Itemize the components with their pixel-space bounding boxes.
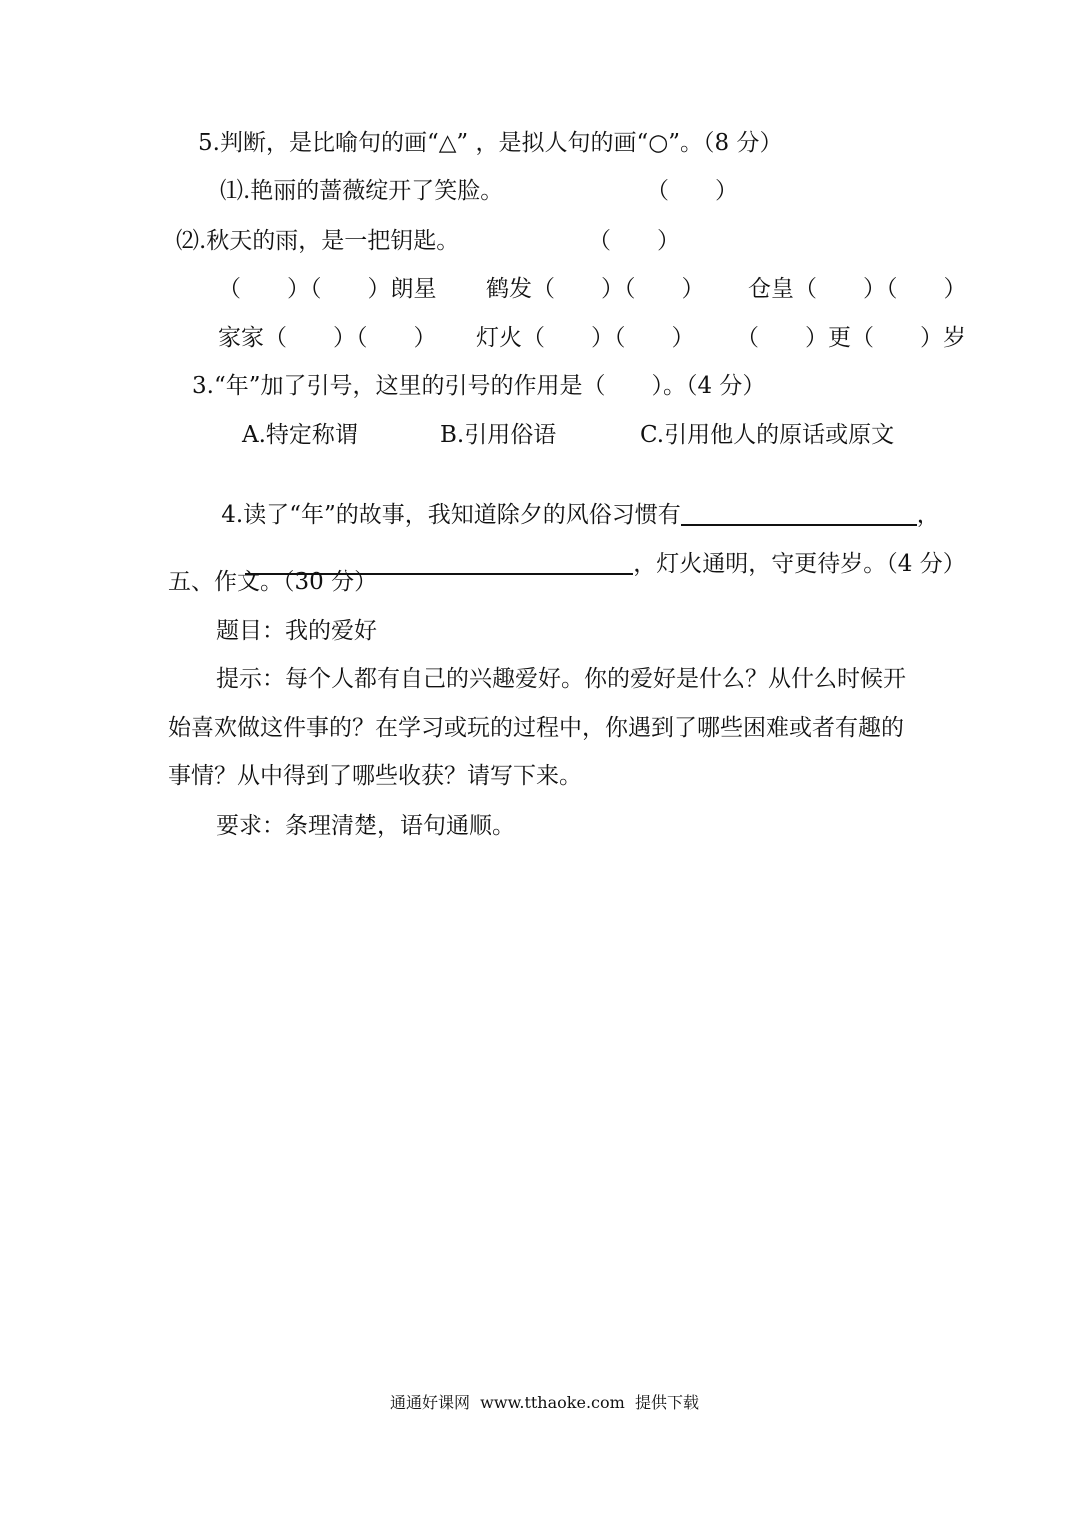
idiom-fill-3[interactable]: 仓皇（ ）（ ） bbox=[748, 276, 967, 302]
q5-item-1: ⑴.艳丽的蔷薇绽开了笑脸。 bbox=[220, 178, 504, 204]
q4-suffix: ，灯火通明，守更待岁。（4 分） bbox=[633, 551, 966, 577]
idiom-fill-2[interactable]: 鹤发（ ）（ ） bbox=[486, 276, 705, 302]
q3-option-b[interactable]: B.引用俗语 bbox=[440, 422, 557, 448]
q3-option-a[interactable]: A.特定称谓 bbox=[242, 422, 358, 448]
composition-topic: 题目：我的爱好 bbox=[216, 618, 377, 644]
page-footer: 通通好课网 www.tthaoke.com 提供下载 bbox=[390, 1393, 699, 1412]
q5-title: 5.判断，是比喻句的画“△” ，是拟人句的画“○”。（8 分） bbox=[198, 130, 783, 156]
composition-requirement: 要求：条理清楚，语句通顺。 bbox=[216, 813, 515, 839]
composition-hint-line-2: 始喜欢做这件事的？在学习或玩的过程中，你遇到了哪些困难或者有趣的 bbox=[168, 715, 904, 741]
idiom-fill-6[interactable]: （ ）更（ ）岁 bbox=[736, 325, 966, 351]
q5-item-1-answer-bracket[interactable]: （ ） bbox=[646, 178, 738, 204]
q5-item-2: ⑵.秋天的雨，是一把钥匙。 bbox=[176, 228, 460, 254]
q3-title: 3.“年”加了引号，这里的引号的作用是（ ）。（4 分） bbox=[192, 373, 766, 399]
composition-hint-line-3: 事情？从中得到了哪些收获？请写下来。 bbox=[168, 763, 582, 789]
idiom-fill-4[interactable]: 家家（ ）（ ） bbox=[218, 325, 437, 351]
idiom-fill-5[interactable]: 灯火（ ）（ ） bbox=[476, 325, 695, 351]
q4-prefix: 4.读了“年”的故事，我知道除夕的风俗习惯有 bbox=[221, 502, 681, 528]
composition-hint-line-1: 提示：每个人都有自己的兴趣爱好。你的爱好是什么？从什么时候开 bbox=[216, 666, 906, 692]
q3-option-c[interactable]: C.引用他人的原话或原文 bbox=[640, 422, 895, 448]
q4-comma: ， bbox=[916, 502, 940, 528]
idiom-fill-1[interactable]: （ ）（ ）朗星 bbox=[218, 276, 437, 302]
section-5-heading: 五、作文。（30 分） bbox=[168, 569, 378, 595]
q5-item-2-answer-bracket[interactable]: （ ） bbox=[588, 228, 680, 254]
